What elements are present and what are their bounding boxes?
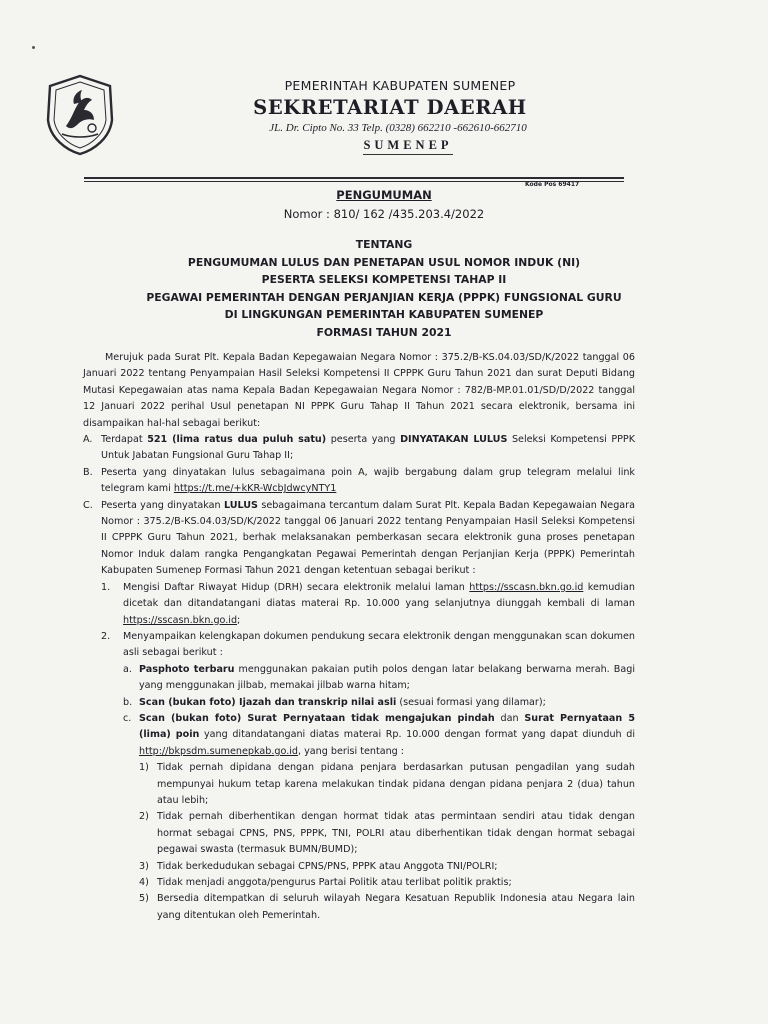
item-text: Menyampaikan kelengkapan dokumen pendukung secara elektronik dengan menggunakan scan dokumen asli sebagai berikut :	[123, 630, 635, 659]
point-label: 5)	[139, 893, 149, 905]
postal-code: Kode Pos 69417	[525, 181, 580, 188]
point-label: 4)	[139, 877, 149, 888]
city-name: SUMENEP	[363, 138, 452, 155]
subject-line: PENGUMUMAN LULUS DAN PENETAPAN USUL NOMOR INDUK (NI)	[187, 255, 581, 269]
item-label: 2.	[101, 630, 111, 642]
subject-line: PESERTA SELEKSI KOMPETENSI TAHAP II	[261, 273, 507, 286]
item-a	[83, 432, 635, 465]
item-c2	[83, 629, 635, 662]
announcement-body	[83, 350, 635, 924]
item-text: Peserta yang dinyatakan lulus sebagaimana poin A, wajib bergabung dalam grup telegram melalui link telegram kami https://t.me/+kKR-WcbJdwcyNTY1	[101, 466, 635, 495]
letterhead-rule	[84, 177, 624, 179]
item-label: a.	[123, 663, 132, 675]
point-text: Tidak pernah diberhentikan dengan hormat tidak atas permintaan sendiri atau tidak dengan hormat sebagai CPNS, PNS, PPPK, TNI, POLRI atau diberhentikan tidak dengan hormat sebagai pegawai swasta (termasuk BUMN/BUMD);	[157, 811, 635, 856]
item-c1	[83, 580, 635, 629]
subject-line: TENTANG	[355, 238, 413, 251]
point-item	[139, 859, 635, 875]
subject-line: FORMASI TAHUN 2021	[316, 325, 452, 339]
item-text: Terdapat 521 (lima ratus dua puluh satu) peserta yang DINYATAKAN LULUS Seleksi Kompetensi PPPK Untuk Jabatan Fungsional Guru Tahap II;	[101, 434, 635, 462]
point-text: Tidak menjadi anggota/pengurus Partai Politik atau terlibat politik praktis;	[157, 877, 512, 888]
item-text: Scan (bukan foto) Ijazah dan transkrip nilai asli (sesuai formasi yang dilamar);	[139, 696, 546, 708]
scan-speck	[32, 46, 35, 49]
subject-line: PEGAWAI PEMERINTAH DENGAN PERJANJIAN KERJA (PPPK) FUNGSIONAL GURU	[146, 290, 622, 304]
point-label: 2)	[139, 811, 149, 823]
item-label: c.	[123, 712, 132, 724]
government-name: PEMERINTAH KABUPATEN SUMENEP	[284, 78, 516, 93]
item-c	[83, 498, 635, 580]
point-item	[139, 809, 635, 858]
point-item	[139, 891, 635, 924]
bkpsdm-link[interactable]: http://bkpsdm.sumenepkab.go.id	[139, 745, 299, 757]
point-item	[139, 875, 635, 891]
point-text: Tidak pernah dipidana dengan pidana penjara berdasarkan putusan pengadilan yang sudah mempunyai hukum tetap karena melakukan tindak pidana dengan pidana penjara 2 (dua) tahun atau lebih;	[157, 762, 635, 806]
item-label: 1.	[101, 581, 111, 593]
item-label: A.	[83, 434, 93, 446]
item-text: Mengisi Daftar Riwayat Hidup (DRH) secara elektronik melalui laman https://sscasn.bkn.go.id kemudian dicetak dan ditandatangani diatas materai Rp. 10.000 yang selanjutnya diunggah kembali di laman https://sscasn.bkn.go.id;	[123, 581, 636, 626]
telegram-link[interactable]: https://t.me/+kKR-WcbJdwcyNTY1	[173, 483, 337, 495]
item-text: Pasphoto terbaru menggunakan pakaian putih polos dengan latar belakang berwarna merah. Bagi yang menggunakan jilbab, memakai jilbab warna hitam;	[139, 663, 635, 692]
intro-text: Merujuk pada Surat Plt. Kepala Badan Kepegawaian Negara Nomor : 375.2/B-KS.04.03/SD/K/2022 tanggal 06 Januari 2022 tentang Penyampaian Hasil Seleksi Kompetensi II CPPPK Guru Tahun 2021 dan surat Deputi Bidang Mutasi Kepegawaian atas nama Kepala Badan Kepegawaian Negara Nomor : 782/B-MP.01.01/SD/D/2022 tanggal 12 Januari 2022 perihal Usul penetapan NI PPPK Guru Tahap II Tahun 2021 secara elektronik, bersama ini disampaikan hal-hal sebagai berikut:	[83, 352, 635, 429]
subject-line: DI LINGKUNGAN PEMERINTAH KABUPATEN SUMENEP	[224, 308, 544, 321]
letterhead	[190, 78, 590, 155]
item-b	[83, 465, 635, 498]
point-text: Tidak berkedudukan sebagai CPNS/PNS, PPPK atau Anggota TNI/POLRI;	[157, 860, 498, 872]
item-text: Peserta yang dinyatakan LULUS sebagaimana tercantum dalam Surat Plt. Kepala Badan Kepegawaian Negara Nomor : 375.2/B-KS.04.03/SD/K/2022 tanggal 06 Januari 2022 tentang Penyampaian Hasil Seleksi Kompetensi II CPPPK Guru Tahun 2021, berhak melaksanakan pemberkasan secara elektronik guna proses penetapan Nomor Induk dalam rangka Pengangkatan Pegawai Pemerintah dengan Perjanjian Kerja (PPPK) Pemerintah Kabupaten Sumenep Formasi Tahun 2021 dengan ketentuan sebagai berikut :	[101, 499, 635, 577]
announcement-title: PENGUMUMAN	[336, 188, 432, 202]
point-label: 3)	[139, 860, 149, 872]
item-label: b.	[123, 696, 133, 708]
item-label: B.	[83, 466, 93, 478]
office-name: SEKRETARIAT DAERAH	[253, 96, 527, 119]
item-c2b	[123, 695, 635, 711]
announcement-number: Nomor : 810/ 162 /435.203.4/2022	[283, 207, 485, 221]
sscasn-link[interactable]: https://sscasn.bkn.go.id	[123, 614, 238, 626]
item-text: Scan (bukan foto) Surat Pernyataan tidak mengajukan pindah dan Surat Pernyataan 5 (lima) poin yang ditandatangani diatas materai Rp. 10.000 dengan format yang dapat diunduh di http://bkpsdm.sumenepkab.go.id, yang berisi tentang :	[139, 712, 636, 757]
point-label: 1)	[139, 762, 149, 774]
item-c2c	[123, 711, 635, 760]
announcement-subject	[0, 236, 768, 341]
item-c2a	[123, 662, 635, 695]
item-label: C.	[83, 499, 93, 511]
sscasn-link[interactable]: https://sscasn.bkn.go.id	[469, 581, 584, 593]
office-address: JL. Dr. Cipto No. 33 Telp. (0328) 662210 -662610-662710	[269, 122, 527, 134]
point-text: Bersedia ditempatkan di seluruh wilayah Negara Kesatuan Republik Indonesia atau Negara lain yang ditentukan oleh Pemerintah.	[157, 893, 635, 921]
point-item	[139, 760, 635, 809]
regency-emblem-icon	[44, 74, 116, 156]
intro-paragraph	[83, 350, 635, 432]
